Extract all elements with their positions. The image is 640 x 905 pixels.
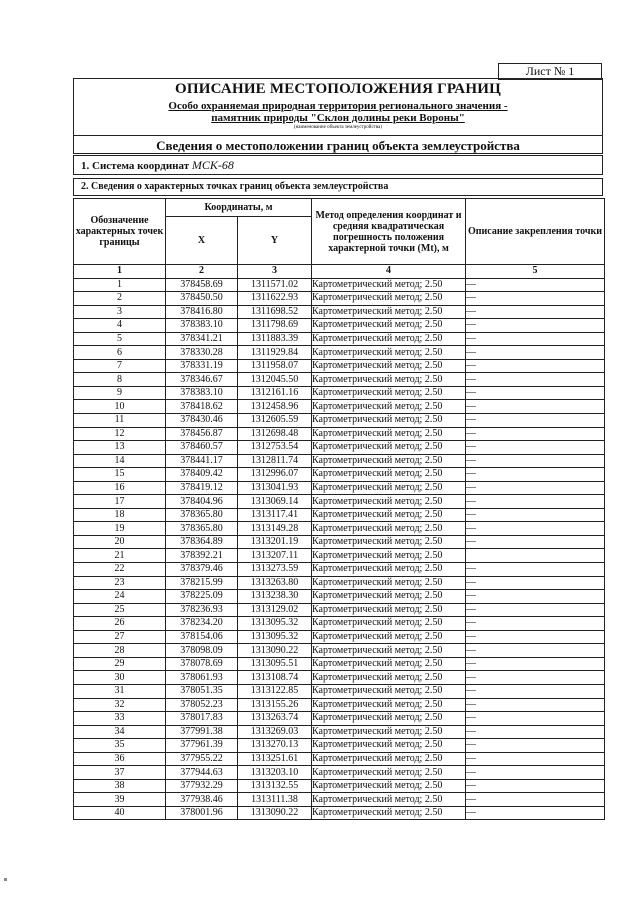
table-row — [74, 441, 605, 455]
description-cell: — — [466, 698, 605, 712]
scan-speck — [4, 878, 7, 881]
description-cell: — — [466, 319, 605, 333]
y-coordinate: 1311798.69 — [238, 319, 312, 333]
coordinates-table-body — [74, 278, 605, 820]
description-cell: — — [466, 630, 605, 644]
y-coordinate: 1313069.14 — [238, 495, 312, 509]
table-row — [74, 739, 605, 753]
x-coordinate: 378215.99 — [166, 576, 238, 590]
table-row — [74, 779, 605, 793]
description-cell: — — [466, 278, 605, 292]
x-coordinate: 377944.63 — [166, 766, 238, 780]
method-cell: Картометрический метод; 2.50 — [312, 576, 466, 590]
description-cell: — — [466, 671, 605, 685]
y-coordinate: 1313129.02 — [238, 603, 312, 617]
x-coordinate: 378365.80 — [166, 508, 238, 522]
point-number: 17 — [74, 495, 166, 509]
table-row — [74, 535, 605, 549]
description-cell: — — [466, 563, 605, 577]
document-title: ОПИСАНИЕ МЕСТОПОЛОЖЕНИЯ ГРАНИЦ — [175, 81, 501, 97]
y-coordinate: 1312605.59 — [238, 414, 312, 428]
table-row — [74, 305, 605, 319]
point-number: 6 — [74, 346, 166, 360]
column-number: 3 — [238, 265, 312, 279]
point-number: 20 — [74, 535, 166, 549]
table-row — [74, 603, 605, 617]
y-coordinate: 1313095.32 — [238, 630, 312, 644]
method-cell: Картометрический метод; 2.50 — [312, 549, 466, 563]
point-number: 28 — [74, 644, 166, 658]
description-cell: — — [466, 603, 605, 617]
point-number: 19 — [74, 522, 166, 536]
point-number: 3 — [74, 305, 166, 319]
table-row — [74, 644, 605, 658]
y-coordinate: 1311571.02 — [238, 278, 312, 292]
point-number: 23 — [74, 576, 166, 590]
table-row — [74, 454, 605, 468]
method-cell: Картометрический метод; 2.50 — [312, 563, 466, 577]
point-number: 8 — [74, 373, 166, 387]
table-row — [74, 630, 605, 644]
point-number: 4 — [74, 319, 166, 333]
description-cell: — — [466, 590, 605, 604]
y-coordinate: 1311929.84 — [238, 346, 312, 360]
x-coordinate: 378379.46 — [166, 563, 238, 577]
table-row — [74, 386, 605, 400]
x-coordinate: 378419.12 — [166, 481, 238, 495]
y-coordinate: 1313095.32 — [238, 617, 312, 631]
y-coordinate: 1312161.16 — [238, 386, 312, 400]
description-cell: — — [466, 508, 605, 522]
description-cell: — — [466, 441, 605, 455]
x-coordinate: 378346.67 — [166, 373, 238, 387]
y-coordinate: 1312458.96 — [238, 400, 312, 414]
description-cell: — — [466, 386, 605, 400]
method-cell: Картометрический метод; 2.50 — [312, 752, 466, 766]
object-name-caption: (наименование объекта землеустройства) — [293, 125, 383, 130]
table-row — [74, 346, 605, 360]
description-cell: — — [466, 305, 605, 319]
points-section-title: 2. Сведения о характерных точках границ объекта землеустройства — [73, 178, 603, 196]
x-coordinate: 378450.50 — [166, 292, 238, 306]
table-row — [74, 549, 605, 563]
table-row — [74, 576, 605, 590]
x-coordinate: 378330.28 — [166, 346, 238, 360]
description-cell: — — [466, 684, 605, 698]
x-coordinate: 378392.21 — [166, 549, 238, 563]
description-cell: — — [466, 400, 605, 414]
point-number: 14 — [74, 454, 166, 468]
method-cell: Картометрический метод; 2.50 — [312, 684, 466, 698]
x-coordinate: 377938.46 — [166, 793, 238, 807]
description-cell: — — [466, 359, 605, 373]
header-point: Обозначение характерных точек границы — [74, 199, 166, 265]
y-coordinate: 1311958.07 — [238, 359, 312, 373]
point-number: 1 — [74, 278, 166, 292]
x-coordinate: 378236.93 — [166, 603, 238, 617]
y-coordinate: 1313207.11 — [238, 549, 312, 563]
description-cell: — — [466, 454, 605, 468]
method-cell: Картометрический метод; 2.50 — [312, 793, 466, 807]
header-coordinates: Координаты, м — [166, 199, 312, 217]
document-header — [73, 78, 603, 154]
point-number: 10 — [74, 400, 166, 414]
table-row — [74, 508, 605, 522]
method-cell: Картометрический метод; 2.50 — [312, 712, 466, 726]
table-row — [74, 590, 605, 604]
x-coordinate: 378383.10 — [166, 319, 238, 333]
point-number: 9 — [74, 386, 166, 400]
point-number: 5 — [74, 332, 166, 346]
method-cell: Картометрический метод; 2.50 — [312, 414, 466, 428]
point-number: 7 — [74, 359, 166, 373]
x-coordinate: 378001.96 — [166, 806, 238, 820]
x-coordinate: 378430.46 — [166, 414, 238, 428]
x-coordinate: 378154.06 — [166, 630, 238, 644]
description-cell: — — [466, 535, 605, 549]
description-cell: — — [466, 766, 605, 780]
point-number: 18 — [74, 508, 166, 522]
y-coordinate: 1313263.80 — [238, 576, 312, 590]
method-cell: Картометрический метод; 2.50 — [312, 806, 466, 820]
x-coordinate: 377955.22 — [166, 752, 238, 766]
table-row — [74, 563, 605, 577]
method-cell: Картометрический метод; 2.50 — [312, 454, 466, 468]
method-cell: Картометрический метод; 2.50 — [312, 698, 466, 712]
point-number: 2 — [74, 292, 166, 306]
point-number: 27 — [74, 630, 166, 644]
method-cell: Картометрический метод; 2.50 — [312, 739, 466, 753]
y-coordinate: 1313270.13 — [238, 739, 312, 753]
y-coordinate: 1311883.39 — [238, 332, 312, 346]
y-coordinate: 1312045.50 — [238, 373, 312, 387]
point-number: 32 — [74, 698, 166, 712]
point-number: 31 — [74, 684, 166, 698]
y-coordinate: 1313117.41 — [238, 508, 312, 522]
x-coordinate: 378456.87 — [166, 427, 238, 441]
table-row — [74, 522, 605, 536]
point-number: 35 — [74, 739, 166, 753]
method-cell: Картометрический метод; 2.50 — [312, 671, 466, 685]
coordinates-table — [73, 198, 605, 820]
table-row — [74, 657, 605, 671]
table-row — [74, 427, 605, 441]
y-coordinate: 1313095.51 — [238, 657, 312, 671]
table-row — [74, 806, 605, 820]
description-cell: — — [466, 712, 605, 726]
description-cell: — — [466, 806, 605, 820]
method-cell: Картометрический метод; 2.50 — [312, 508, 466, 522]
table-row — [74, 414, 605, 428]
method-cell: Картометрический метод; 2.50 — [312, 779, 466, 793]
x-coordinate: 378225.09 — [166, 590, 238, 604]
object-name-line-1: Особо охраняемая природная территория регионального значения - — [168, 100, 508, 112]
description-cell: — — [466, 414, 605, 428]
table-row — [74, 698, 605, 712]
description-cell: — — [466, 657, 605, 671]
x-coordinate: 378331.19 — [166, 359, 238, 373]
method-cell: Картометрический метод; 2.50 — [312, 332, 466, 346]
table-row — [74, 752, 605, 766]
x-coordinate: 378098.09 — [166, 644, 238, 658]
table-row — [74, 359, 605, 373]
description-cell: — — [466, 427, 605, 441]
method-cell: Картометрический метод; 2.50 — [312, 346, 466, 360]
point-number: 33 — [74, 712, 166, 726]
point-number: 25 — [74, 603, 166, 617]
y-coordinate: 1313108.74 — [238, 671, 312, 685]
x-coordinate: 378051.35 — [166, 684, 238, 698]
y-coordinate: 1313041.93 — [238, 481, 312, 495]
x-coordinate: 378383.10 — [166, 386, 238, 400]
table-row — [74, 373, 605, 387]
x-coordinate: 378078.69 — [166, 657, 238, 671]
description-cell: — — [466, 522, 605, 536]
y-coordinate: 1313149.28 — [238, 522, 312, 536]
method-cell: Картометрический метод; 2.50 — [312, 386, 466, 400]
column-number: 5 — [466, 265, 605, 279]
x-coordinate: 378061.93 — [166, 671, 238, 685]
x-coordinate: 378052.23 — [166, 698, 238, 712]
method-cell: Картометрический метод; 2.50 — [312, 535, 466, 549]
method-cell: Картометрический метод; 2.50 — [312, 630, 466, 644]
table-row — [74, 617, 605, 631]
x-coordinate: 378441.17 — [166, 454, 238, 468]
point-number: 22 — [74, 563, 166, 577]
description-cell: — — [466, 752, 605, 766]
point-number: 16 — [74, 481, 166, 495]
x-coordinate: 378460.57 — [166, 441, 238, 455]
method-cell: Картометрический метод; 2.50 — [312, 766, 466, 780]
x-coordinate: 377991.38 — [166, 725, 238, 739]
method-cell: Картометрический метод; 2.50 — [312, 373, 466, 387]
table-row — [74, 278, 605, 292]
table-row — [74, 495, 605, 509]
point-number: 24 — [74, 590, 166, 604]
description-cell — [466, 549, 605, 563]
description-cell: — — [466, 373, 605, 387]
y-coordinate: 1312753.54 — [238, 441, 312, 455]
method-cell: Картометрический метод; 2.50 — [312, 468, 466, 482]
point-number: 39 — [74, 793, 166, 807]
table-row — [74, 793, 605, 807]
method-cell: Картометрический метод; 2.50 — [312, 495, 466, 509]
point-number: 26 — [74, 617, 166, 631]
description-cell: — — [466, 292, 605, 306]
description-cell: — — [466, 468, 605, 482]
description-cell: — — [466, 725, 605, 739]
point-number: 21 — [74, 549, 166, 563]
description-cell: — — [466, 332, 605, 346]
y-coordinate: 1313155.26 — [238, 698, 312, 712]
coordinate-system-row — [73, 155, 603, 175]
coordinate-system-label: 1. Система координат — [81, 160, 190, 172]
y-coordinate: 1313269.03 — [238, 725, 312, 739]
method-cell: Картометрический метод; 2.50 — [312, 359, 466, 373]
x-coordinate: 378416.80 — [166, 305, 238, 319]
column-number: 1 — [74, 265, 166, 279]
y-coordinate: 1313132.55 — [238, 779, 312, 793]
header-y: Y — [238, 217, 312, 265]
y-coordinate: 1313090.22 — [238, 806, 312, 820]
column-number: 4 — [312, 265, 466, 279]
column-numbers-row — [74, 265, 605, 279]
sheet-number: Лист № 1 — [498, 63, 602, 80]
table-row — [74, 671, 605, 685]
x-coordinate: 378017.83 — [166, 712, 238, 726]
table-row — [74, 332, 605, 346]
y-coordinate: 1313203.10 — [238, 766, 312, 780]
y-coordinate: 1312698.48 — [238, 427, 312, 441]
description-cell: — — [466, 779, 605, 793]
method-cell: Картометрический метод; 2.50 — [312, 590, 466, 604]
method-cell: Картометрический метод; 2.50 — [312, 644, 466, 658]
method-cell: Картометрический метод; 2.50 — [312, 278, 466, 292]
description-cell: — — [466, 793, 605, 807]
y-coordinate: 1312811.74 — [238, 454, 312, 468]
x-coordinate: 378364.89 — [166, 535, 238, 549]
y-coordinate: 1313122.85 — [238, 684, 312, 698]
x-coordinate: 377961.39 — [166, 739, 238, 753]
x-coordinate: 377932.29 — [166, 779, 238, 793]
table-row — [74, 766, 605, 780]
point-number: 11 — [74, 414, 166, 428]
header-x: X — [166, 217, 238, 265]
table-row — [74, 712, 605, 726]
description-cell: — — [466, 644, 605, 658]
y-coordinate: 1313238.30 — [238, 590, 312, 604]
point-number: 12 — [74, 427, 166, 441]
method-cell: Картометрический метод; 2.50 — [312, 481, 466, 495]
y-coordinate: 1313090.22 — [238, 644, 312, 658]
method-cell: Картометрический метод; 2.50 — [312, 427, 466, 441]
y-coordinate: 1313201.19 — [238, 535, 312, 549]
y-coordinate: 1311622.93 — [238, 292, 312, 306]
header-method: Метод определения координат и средняя квадратическая погрешность положения характерной точки (Mt), м — [312, 199, 466, 265]
method-cell: Картометрический метод; 2.50 — [312, 305, 466, 319]
table-row — [74, 468, 605, 482]
description-cell: — — [466, 481, 605, 495]
x-coordinate: 378365.80 — [166, 522, 238, 536]
point-number: 37 — [74, 766, 166, 780]
section-title: Сведения о местоположении границ объекта землеустройства — [74, 135, 602, 154]
description-cell: — — [466, 495, 605, 509]
x-coordinate: 378418.62 — [166, 400, 238, 414]
method-cell: Картометрический метод; 2.50 — [312, 522, 466, 536]
description-cell: — — [466, 576, 605, 590]
x-coordinate: 378341.21 — [166, 332, 238, 346]
y-coordinate: 1311698.52 — [238, 305, 312, 319]
y-coordinate: 1313111.38 — [238, 793, 312, 807]
table-row — [74, 319, 605, 333]
y-coordinate: 1312996.07 — [238, 468, 312, 482]
point-number: 40 — [74, 806, 166, 820]
x-coordinate: 378404.96 — [166, 495, 238, 509]
header-description: Описание закрепления точки — [466, 199, 605, 265]
point-number: 30 — [74, 671, 166, 685]
table-row — [74, 725, 605, 739]
method-cell: Картометрический метод; 2.50 — [312, 657, 466, 671]
point-number: 34 — [74, 725, 166, 739]
description-cell: — — [466, 739, 605, 753]
y-coordinate: 1313251.61 — [238, 752, 312, 766]
x-coordinate: 378234.20 — [166, 617, 238, 631]
object-name — [74, 100, 602, 124]
column-number: 2 — [166, 265, 238, 279]
table-row — [74, 481, 605, 495]
table-row — [74, 400, 605, 414]
method-cell: Картометрический метод; 2.50 — [312, 292, 466, 306]
method-cell: Картометрический метод; 2.50 — [312, 725, 466, 739]
description-cell: — — [466, 346, 605, 360]
method-cell: Картометрический метод; 2.50 — [312, 441, 466, 455]
method-cell: Картометрический метод; 2.50 — [312, 400, 466, 414]
method-cell: Картометрический метод; 2.50 — [312, 617, 466, 631]
point-number: 38 — [74, 779, 166, 793]
method-cell: Картометрический метод; 2.50 — [312, 603, 466, 617]
x-coordinate: 378409.42 — [166, 468, 238, 482]
description-cell: — — [466, 617, 605, 631]
point-number: 13 — [74, 441, 166, 455]
object-name-line-2: памятник природы "Склон долины реки Вороны" — [211, 112, 465, 124]
table-row — [74, 292, 605, 306]
y-coordinate: 1313263.74 — [238, 712, 312, 726]
point-number: 36 — [74, 752, 166, 766]
y-coordinate: 1313273.59 — [238, 563, 312, 577]
point-number: 15 — [74, 468, 166, 482]
table-row — [74, 684, 605, 698]
coordinate-system-value: МСК-68 — [191, 158, 234, 172]
point-number: 29 — [74, 657, 166, 671]
x-coordinate: 378458.69 — [166, 278, 238, 292]
method-cell: Картометрический метод; 2.50 — [312, 319, 466, 333]
